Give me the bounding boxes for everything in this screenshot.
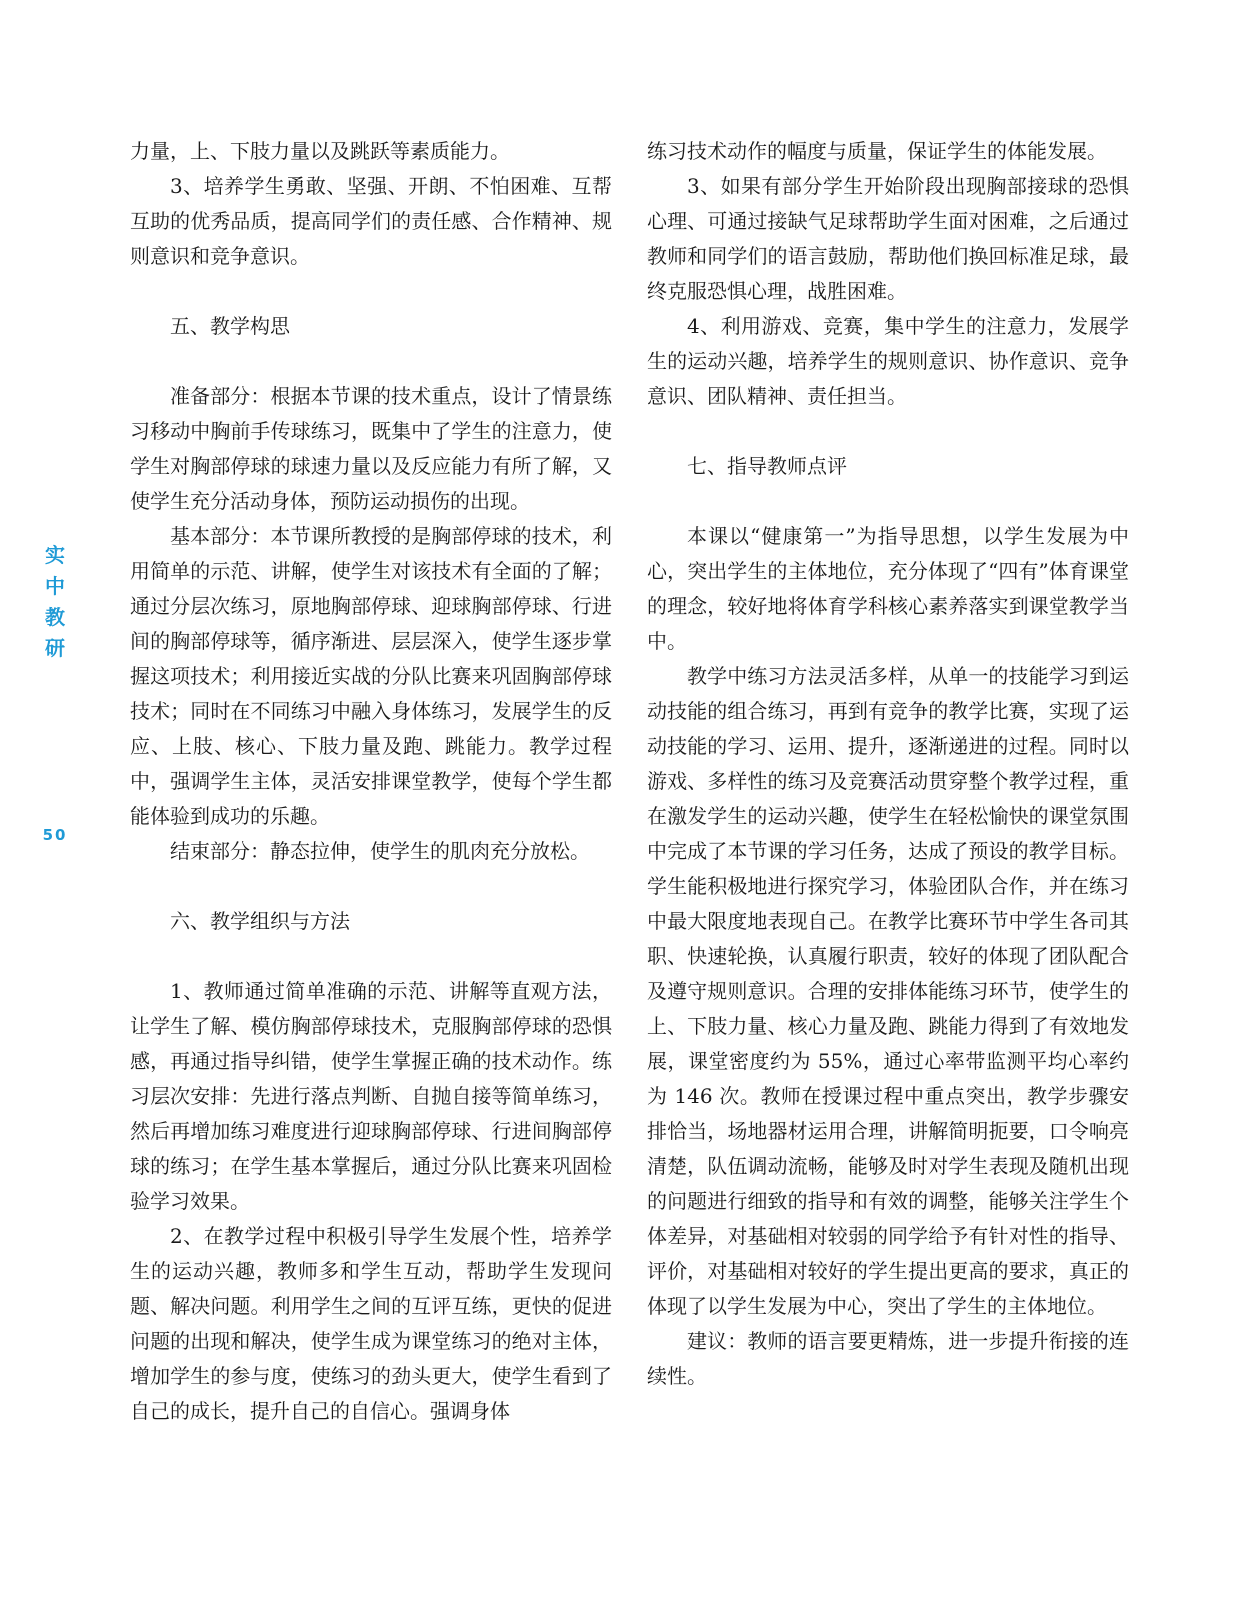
section-heading: 七、指导教师点评 xyxy=(687,454,847,478)
page-number: 50 xyxy=(42,826,68,844)
paragraph: 3、培养学生勇敢、坚强、开朗、不怕困难、互帮互助的优秀品质，提高同学们的责任感、合作精神、规则意识和竞争意识。 xyxy=(130,174,612,268)
paragraph: 力量，上、下肢力量以及跳跃等素质能力。 xyxy=(130,139,510,163)
paragraph: 3、如果有部分学生开始阶段出现胸部接球的恐惧心理、可通过接缺气足球帮助学生面对困难，之后通过教师和同学们的语言鼓励，帮助他们换回标准足球，最终克服恐惧心理，战胜困难。 xyxy=(647,174,1129,303)
paragraph: 准备部分：根据本节课的技术重点，设计了情景练习移动中胸前手传球练习，既集中了学生的注意力，使学生对胸部停球的球速力量以及反应能力有所了解，又使学生充分活动身体，预防运动损伤的出现。 xyxy=(130,384,612,513)
paragraph: 2、在教学过程中积极引导学生发展个性，培养学生的运动兴趣，教师多和学生互动，帮助学生发现问题、解决问题。利用学生之间的互评互练，更快的促进问题的出现和解决，使学生成为课堂练习的绝对主体，增加学生的参与度，使练习的劲头更大，使学生看到了自己的成长，提升自己的自信心。强调身体 xyxy=(130,1224,612,1423)
paragraph: 练习技术动作的幅度与质量，保证学生的体能发展。 xyxy=(647,139,1107,163)
section-heading: 六、教学组织与方法 xyxy=(170,909,350,933)
paragraph: 结束部分：静态拉伸，使学生的肌肉充分放松。 xyxy=(170,839,590,863)
right-column xyxy=(647,134,1129,1394)
journal-char: 实 xyxy=(45,543,65,567)
paragraph: 本课以“健康第一”为指导思想，以学生发展为中心，突出学生的主体地位，充分体现了“四有”体育课堂的理念，较好地将体育学科核心素养落实到课堂教学当中。 xyxy=(647,524,1129,653)
paragraph: 教学中练习方法灵活多样，从单一的技能学习到运动技能的组合练习，再到有竞争的教学比赛，实现了运动技能的学习、运用、提升，逐渐递进的过程。同时以游戏、多样性的练习及竞赛活动贯穿整个教学过程，重在激发学生的运动兴趣，使学生在轻松愉快的课堂氛围中完成了本节课的学习任务，达成了预设的教学目标。学生能积极地进行探究学习，体验团队合作，并在练习中最大限度地表现自己。在教学比赛环节中学生各司其职、快速轮换，认真履行职责，较好的体现了团队配合及遵守规则意识。合理的安排体能练习环节，使学生的上、下肢力量、核心力量及跑、跳能力得到了有效地发展，课堂密度约为 55%，通过心率带监测平均心率约为 146 次。教师在授课过程中重点突出，教学步骤安排恰当，场地器材运用合理，讲解简明扼要，口令响亮清楚，队伍调动流畅，能够及时对学生表现及随机出现的问题进行细致的指导和有效的调整，能够关注学生个体差异，对基础相对较弱的同学给予有针对性的指导、评价，对基础相对较好的学生提出更高的要求，真正的体现了以学生发展为中心，突出了学生的主体地位。 xyxy=(647,664,1129,1318)
left-column xyxy=(130,134,612,1429)
journal-char: 教 xyxy=(45,605,65,629)
paragraph: 基本部分：本节课所教授的是胸部停球的技术，利用简单的示范、讲解，使学生对该技术有全面的了解；通过分层次练习，原地胸部停球、迎球胸部停球、行进间的胸部停球等，循序渐进、层层深入，使学生逐步掌握这项技术；利用接近实战的分队比赛来巩固胸部停球技术；同时在不同练习中融入身体练习，发展学生的反应、上肢、核心、下肢力量及跑、跳能力。教学过程中，强调学生主体，灵活安排课堂教学，使每个学生都能体验到成功的乐趣。 xyxy=(130,524,612,828)
section-heading: 五、教学构思 xyxy=(170,314,290,338)
journal-sidebar xyxy=(40,540,70,664)
journal-char: 中 xyxy=(45,574,65,598)
paragraph: 1、教师通过简单准确的示范、讲解等直观方法，让学生了解、模仿胸部停球技术，克服胸部停球的恐惧感，再通过指导纠错，使学生掌握正确的技术动作。练习层次安排：先进行落点判断、自抛自接等简单练习，然后再增加练习难度进行迎球胸部停球、行进间胸部停球的练习；在学生基本掌握后，通过分队比赛来巩固检验学习效果。 xyxy=(130,979,612,1213)
paragraph: 4、利用游戏、竞赛，集中学生的注意力，发展学生的运动兴趣，培养学生的规则意识、协作意识、竞争意识、团队精神、责任担当。 xyxy=(647,314,1129,408)
paragraph: 建议：教师的语言要更精炼，进一步提升衔接的连续性。 xyxy=(647,1329,1129,1388)
journal-char: 研 xyxy=(45,636,65,660)
